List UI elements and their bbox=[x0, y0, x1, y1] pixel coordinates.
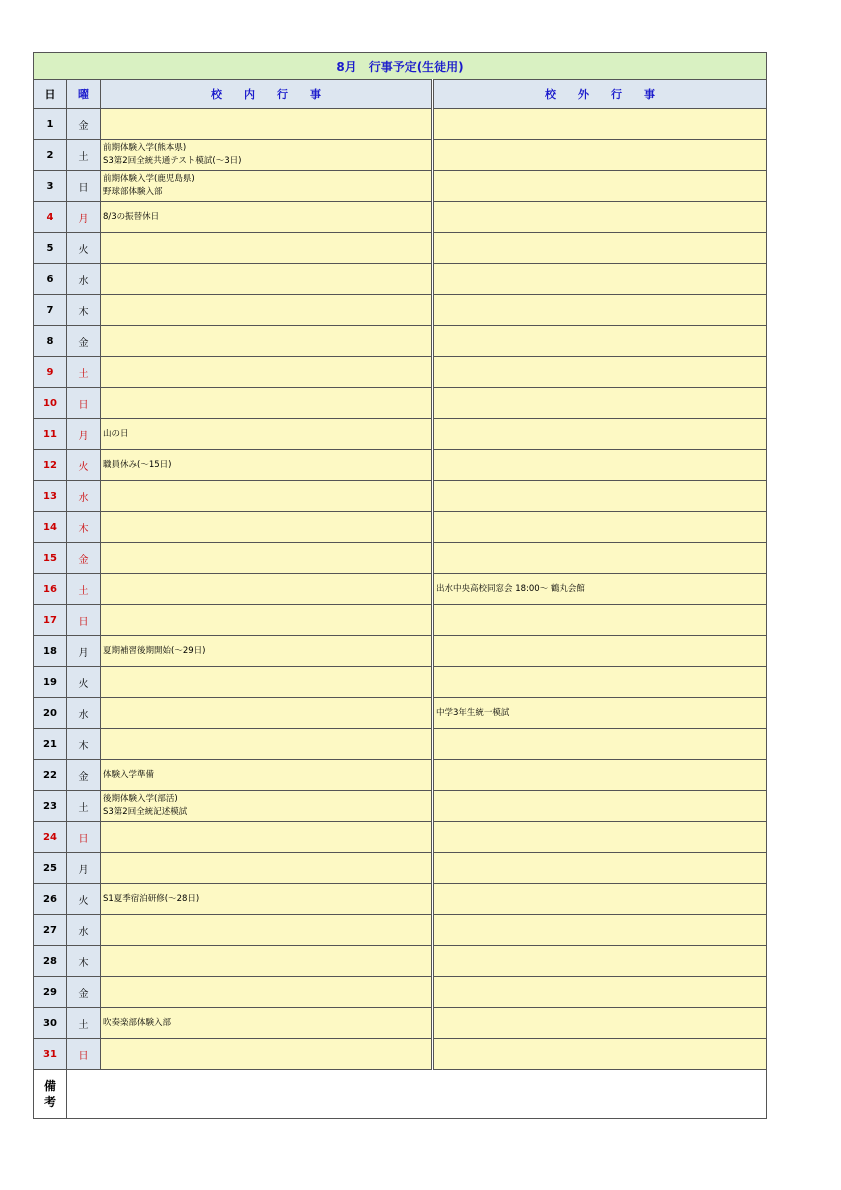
school-event-cell[interactable] bbox=[101, 450, 433, 481]
external-event-cell[interactable] bbox=[433, 388, 767, 419]
school-event-cell[interactable] bbox=[101, 605, 433, 636]
header-row bbox=[34, 80, 767, 109]
school-event-cell[interactable] bbox=[101, 946, 433, 977]
school-event-cell[interactable] bbox=[101, 388, 433, 419]
title-row bbox=[34, 53, 767, 80]
school-event-cell[interactable] bbox=[101, 295, 433, 326]
table-row bbox=[34, 450, 767, 481]
external-event-cell[interactable] bbox=[433, 202, 767, 233]
day-number: 5 bbox=[34, 233, 67, 264]
school-event-text: S3第2回全統記述模試 bbox=[103, 807, 188, 817]
school-event-text: 山の日 bbox=[103, 428, 129, 439]
day-weekday: 金 bbox=[67, 760, 101, 791]
page-title: 8月 行事予定(生徒用) bbox=[34, 53, 767, 80]
table-row bbox=[34, 419, 767, 450]
day-number: 17 bbox=[34, 605, 67, 636]
day-number: 22 bbox=[34, 760, 67, 791]
table-row bbox=[34, 791, 767, 822]
day-weekday: 土 bbox=[67, 140, 101, 171]
day-weekday: 日 bbox=[67, 388, 101, 419]
table-row bbox=[34, 481, 767, 512]
table-row bbox=[34, 388, 767, 419]
table-row bbox=[34, 760, 767, 791]
external-event-cell[interactable] bbox=[433, 264, 767, 295]
school-event-cell[interactable] bbox=[101, 853, 433, 884]
school-event-cell[interactable] bbox=[101, 574, 433, 605]
external-event-cell[interactable] bbox=[433, 419, 767, 450]
external-event-cell[interactable] bbox=[433, 853, 767, 884]
school-event-cell[interactable] bbox=[101, 915, 433, 946]
external-event-cell[interactable] bbox=[433, 977, 767, 1008]
external-event-cell[interactable] bbox=[433, 946, 767, 977]
table-row bbox=[34, 1008, 767, 1039]
external-event-cell[interactable] bbox=[433, 109, 767, 140]
notes-label-top: 備 bbox=[43, 1079, 56, 1093]
day-number: 24 bbox=[34, 822, 67, 853]
day-number: 26 bbox=[34, 884, 67, 915]
day-number: 30 bbox=[34, 1008, 67, 1039]
external-event-cell[interactable] bbox=[433, 791, 767, 822]
day-number: 13 bbox=[34, 481, 67, 512]
external-event-cell[interactable] bbox=[433, 171, 767, 202]
day-weekday: 月 bbox=[67, 853, 101, 884]
school-event-cell[interactable] bbox=[101, 419, 433, 450]
school-event-text: S3第2回全統共通テスト模試(～3日) bbox=[103, 156, 242, 166]
table-row bbox=[34, 636, 767, 667]
day-weekday: 火 bbox=[67, 450, 101, 481]
external-event-cell[interactable] bbox=[433, 574, 767, 605]
school-event-text: 野球部体験入部 bbox=[103, 187, 163, 197]
school-event-text: 夏期補習後期開始(～29日) bbox=[103, 645, 206, 656]
external-event-cell[interactable] bbox=[433, 822, 767, 853]
external-event-cell[interactable] bbox=[433, 543, 767, 574]
day-number: 29 bbox=[34, 977, 67, 1008]
external-event-cell[interactable] bbox=[433, 357, 767, 388]
external-event-cell[interactable] bbox=[433, 512, 767, 543]
day-weekday: 水 bbox=[67, 698, 101, 729]
day-weekday: 月 bbox=[67, 636, 101, 667]
school-event-cell[interactable] bbox=[101, 698, 433, 729]
external-event-cell[interactable] bbox=[433, 140, 767, 171]
school-event-cell[interactable] bbox=[101, 233, 433, 264]
day-weekday: 木 bbox=[67, 946, 101, 977]
external-event-cell[interactable] bbox=[433, 450, 767, 481]
external-event-text: 出水中央高校同窓会 18:00～ 鶴丸会館 bbox=[436, 583, 585, 594]
day-number: 4 bbox=[34, 202, 67, 233]
day-number: 9 bbox=[34, 357, 67, 388]
day-weekday: 木 bbox=[67, 512, 101, 543]
table-row bbox=[34, 822, 767, 853]
table-row bbox=[34, 667, 767, 698]
table-row bbox=[34, 1039, 767, 1070]
day-number: 7 bbox=[34, 295, 67, 326]
external-event-cell[interactable] bbox=[433, 326, 767, 357]
day-weekday: 水 bbox=[67, 481, 101, 512]
school-event-cell[interactable] bbox=[101, 202, 433, 233]
day-weekday: 金 bbox=[67, 326, 101, 357]
external-event-cell[interactable] bbox=[433, 667, 767, 698]
school-event-cell[interactable] bbox=[101, 326, 433, 357]
day-weekday: 日 bbox=[67, 171, 101, 202]
day-number: 28 bbox=[34, 946, 67, 977]
day-weekday: 日 bbox=[67, 822, 101, 853]
day-weekday: 土 bbox=[67, 574, 101, 605]
day-number: 25 bbox=[34, 853, 67, 884]
day-number: 12 bbox=[34, 450, 67, 481]
table-row bbox=[34, 326, 767, 357]
notes-label-bottom: 考 bbox=[43, 1095, 56, 1109]
external-event-cell[interactable] bbox=[433, 295, 767, 326]
school-event-text: S1夏季宿泊研修(～28日) bbox=[103, 893, 200, 904]
school-event-text: 後期体験入学(部活) bbox=[103, 794, 178, 804]
day-number: 15 bbox=[34, 543, 67, 574]
school-event-cell[interactable] bbox=[101, 512, 433, 543]
school-event-cell[interactable] bbox=[101, 822, 433, 853]
day-weekday: 日 bbox=[67, 605, 101, 636]
table-row bbox=[34, 574, 767, 605]
table-row bbox=[34, 915, 767, 946]
table-row bbox=[34, 946, 767, 977]
day-number: 6 bbox=[34, 264, 67, 295]
school-event-cell[interactable] bbox=[101, 543, 433, 574]
school-event-cell[interactable] bbox=[101, 171, 433, 202]
day-number: 14 bbox=[34, 512, 67, 543]
table-row bbox=[34, 512, 767, 543]
school-event-text: 8/3の振替休日 bbox=[103, 211, 160, 222]
notes-label bbox=[34, 1070, 67, 1119]
school-event-text: 職員休み(～15日) bbox=[103, 459, 172, 470]
day-weekday: 水 bbox=[67, 915, 101, 946]
school-event-cell[interactable] bbox=[101, 884, 433, 915]
day-number: 3 bbox=[34, 171, 67, 202]
day-weekday: 土 bbox=[67, 357, 101, 388]
external-event-cell[interactable] bbox=[433, 760, 767, 791]
external-event-cell[interactable] bbox=[433, 698, 767, 729]
day-number: 1 bbox=[34, 109, 67, 140]
notes-row bbox=[34, 1070, 767, 1119]
table-row bbox=[34, 853, 767, 884]
notes-content[interactable] bbox=[67, 1070, 767, 1119]
header-external-events: 校外行事 bbox=[433, 80, 767, 109]
table-row bbox=[34, 109, 767, 140]
table-row bbox=[34, 295, 767, 326]
header-school-events: 校内行事 bbox=[101, 80, 433, 109]
day-number: 27 bbox=[34, 915, 67, 946]
school-event-cell[interactable] bbox=[101, 667, 433, 698]
external-event-cell[interactable] bbox=[433, 481, 767, 512]
day-number: 10 bbox=[34, 388, 67, 419]
table-row bbox=[34, 357, 767, 388]
table-row bbox=[34, 977, 767, 1008]
day-number: 11 bbox=[34, 419, 67, 450]
day-weekday: 火 bbox=[67, 667, 101, 698]
school-event-cell[interactable] bbox=[101, 264, 433, 295]
day-weekday: 土 bbox=[67, 791, 101, 822]
school-event-cell[interactable] bbox=[101, 481, 433, 512]
table-row bbox=[34, 543, 767, 574]
day-number: 18 bbox=[34, 636, 67, 667]
day-number: 20 bbox=[34, 698, 67, 729]
table-row bbox=[34, 264, 767, 295]
day-weekday: 月 bbox=[67, 419, 101, 450]
school-event-cell[interactable] bbox=[101, 357, 433, 388]
school-event-cell[interactable] bbox=[101, 791, 433, 822]
day-weekday: 月 bbox=[67, 202, 101, 233]
day-number: 23 bbox=[34, 791, 67, 822]
school-event-cell[interactable] bbox=[101, 1008, 433, 1039]
external-event-cell[interactable] bbox=[433, 884, 767, 915]
school-event-cell[interactable] bbox=[101, 109, 433, 140]
school-event-cell[interactable] bbox=[101, 729, 433, 760]
external-event-cell[interactable] bbox=[433, 915, 767, 946]
day-weekday: 火 bbox=[67, 884, 101, 915]
schedule-table bbox=[33, 52, 767, 1119]
school-event-text: 前期体験入学(鹿児島県) bbox=[103, 174, 195, 184]
external-event-cell[interactable] bbox=[433, 1008, 767, 1039]
table-row bbox=[34, 140, 767, 171]
day-weekday: 木 bbox=[67, 729, 101, 760]
header-day: 日 bbox=[34, 80, 67, 109]
school-event-cell[interactable] bbox=[101, 760, 433, 791]
table-row bbox=[34, 884, 767, 915]
school-event-cell[interactable] bbox=[101, 1039, 433, 1070]
day-weekday: 金 bbox=[67, 543, 101, 574]
day-number: 19 bbox=[34, 667, 67, 698]
external-event-text: 中学3年生統一模試 bbox=[436, 707, 510, 718]
external-event-cell[interactable] bbox=[433, 605, 767, 636]
school-event-text: 体験入学準備 bbox=[103, 769, 155, 780]
day-number: 31 bbox=[34, 1039, 67, 1070]
school-event-cell[interactable] bbox=[101, 977, 433, 1008]
day-number: 2 bbox=[34, 140, 67, 171]
table-row bbox=[34, 233, 767, 264]
school-event-cell[interactable] bbox=[101, 636, 433, 667]
external-event-cell[interactable] bbox=[433, 729, 767, 760]
table-row bbox=[34, 605, 767, 636]
day-number: 8 bbox=[34, 326, 67, 357]
header-weekday: 曜 bbox=[67, 80, 101, 109]
day-number: 21 bbox=[34, 729, 67, 760]
table-row bbox=[34, 202, 767, 233]
table-row bbox=[34, 698, 767, 729]
table-row bbox=[34, 171, 767, 202]
external-event-cell[interactable] bbox=[433, 636, 767, 667]
school-event-text: 吹奏楽部体験入部 bbox=[103, 1017, 172, 1028]
external-event-cell[interactable] bbox=[433, 233, 767, 264]
school-event-text: 前期体験入学(熊本県) bbox=[103, 143, 187, 153]
day-weekday: 土 bbox=[67, 1008, 101, 1039]
day-weekday: 水 bbox=[67, 264, 101, 295]
day-weekday: 金 bbox=[67, 977, 101, 1008]
day-weekday: 金 bbox=[67, 109, 101, 140]
day-weekday: 日 bbox=[67, 1039, 101, 1070]
day-weekday: 木 bbox=[67, 295, 101, 326]
table-row bbox=[34, 729, 767, 760]
school-event-cell[interactable] bbox=[101, 140, 433, 171]
day-weekday: 火 bbox=[67, 233, 101, 264]
external-event-cell[interactable] bbox=[433, 1039, 767, 1070]
day-number: 16 bbox=[34, 574, 67, 605]
